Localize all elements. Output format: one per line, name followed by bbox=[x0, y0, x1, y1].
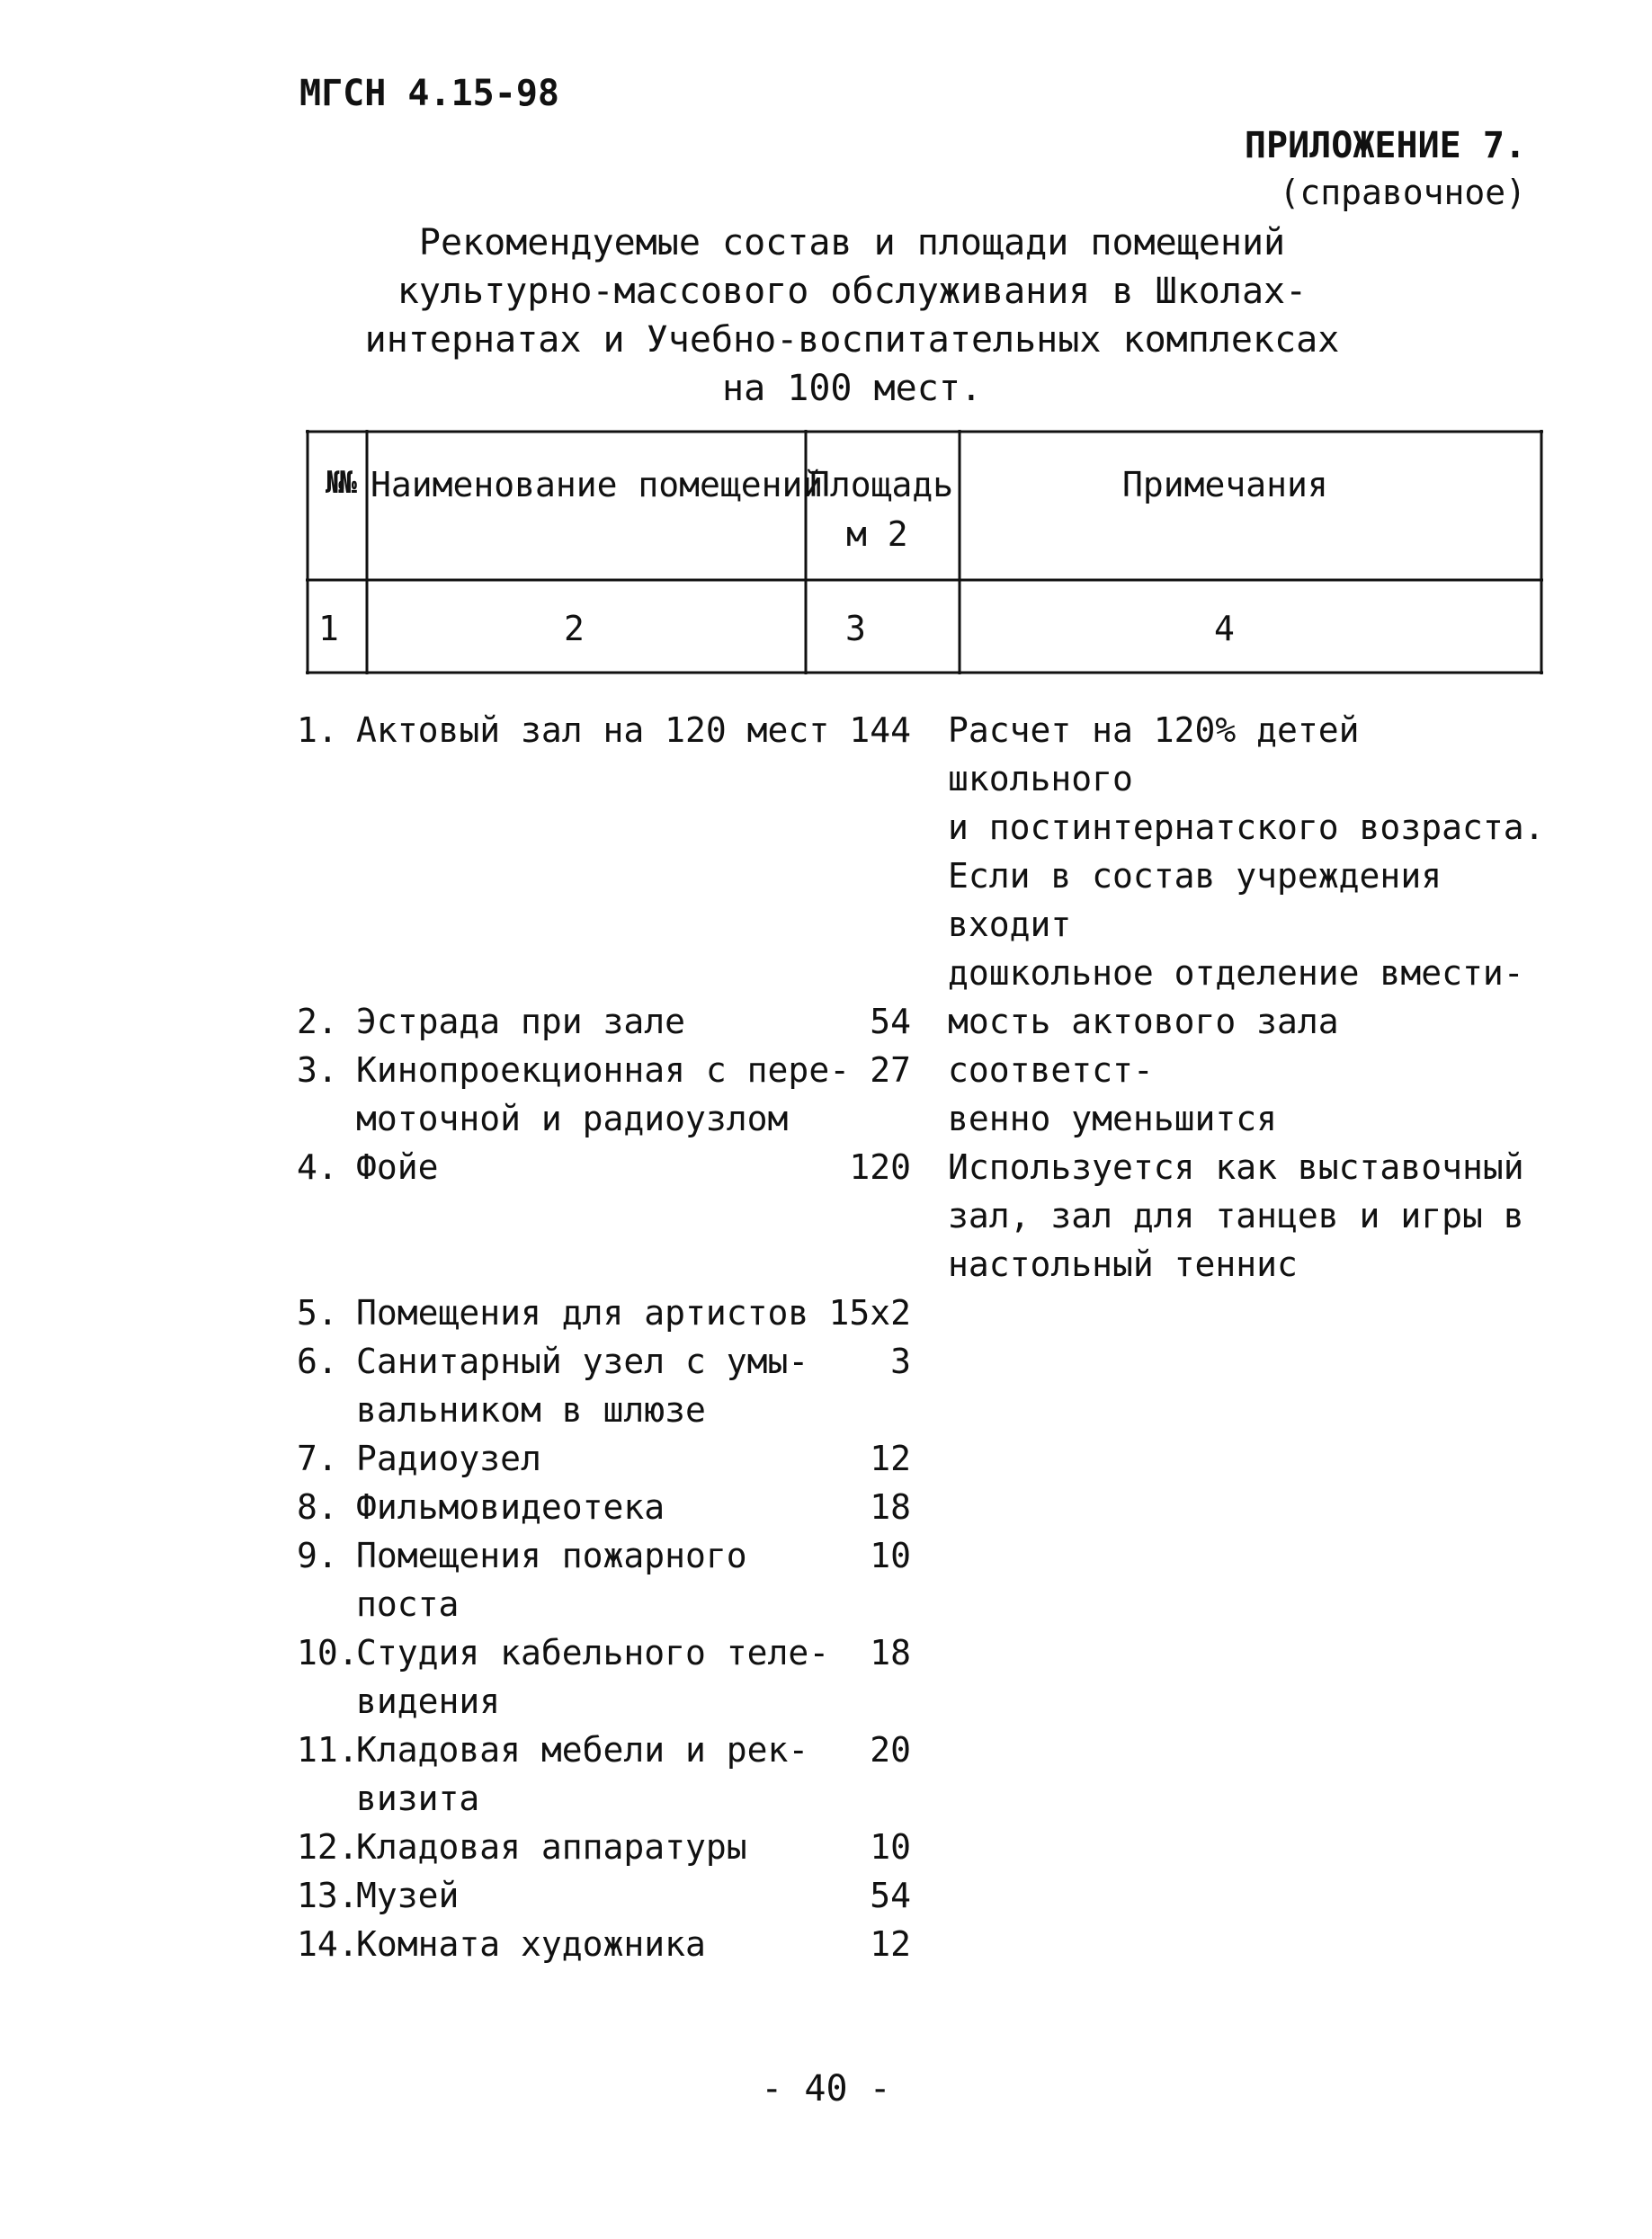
room-name: Кладовая аппаратуры bbox=[356, 1827, 747, 1867]
table-header-frame bbox=[0, 0, 1652, 683]
table-title-line: Рекомендуемые состав и площади помещений bbox=[418, 222, 1286, 263]
room-area: 27 bbox=[870, 1050, 911, 1090]
row-number: 1. bbox=[297, 710, 338, 750]
table-title-line: на 100 мест. bbox=[722, 368, 982, 409]
room-area: 10 bbox=[870, 1536, 911, 1575]
room-area: 18 bbox=[870, 1633, 911, 1673]
row-number: 6. bbox=[297, 1342, 338, 1381]
table-title-line: интернатах и Учебно-воспитательных комплексах bbox=[364, 319, 1340, 361]
room-note: Расчет на 120% детей школьного и постинтернатского возраста. Если в состав учреждения входит дошкольное отделение вмести- мость актового зала соответст- венно уменьшится bbox=[948, 710, 1545, 1138]
header-notes: Примечания bbox=[1122, 465, 1328, 504]
row-number: 11. bbox=[297, 1730, 359, 1770]
room-area: 144 bbox=[849, 710, 911, 750]
document-code: МГСН 4.15-98 bbox=[299, 73, 559, 114]
column-number: 3 bbox=[845, 609, 866, 648]
room-name: Музей bbox=[356, 1876, 460, 1915]
room-name: Студия кабельного теле- видения bbox=[356, 1633, 830, 1721]
room-name: Комната художника bbox=[356, 1924, 706, 1964]
room-area: 18 bbox=[870, 1487, 911, 1527]
table-title-line: культурно-массового обслуживания в Школах- bbox=[397, 271, 1308, 312]
row-number: 14. bbox=[297, 1924, 359, 1964]
room-area: 3 bbox=[890, 1342, 911, 1381]
room-area: 20 bbox=[870, 1730, 911, 1770]
room-name: Помещения для артистов bbox=[356, 1293, 809, 1333]
header-area-unit: м 2 bbox=[846, 514, 908, 554]
room-area: 15x2 bbox=[828, 1293, 911, 1333]
room-name: Радиоузел bbox=[356, 1439, 541, 1478]
room-name: Кладовая мебели и рек- визита bbox=[356, 1730, 809, 1818]
room-name: Эстрада при зале bbox=[356, 1002, 686, 1041]
row-number: 10. bbox=[297, 1633, 359, 1673]
room-name: Кинопроекционная с пере- моточной и радиоузлом bbox=[356, 1050, 851, 1138]
row-number: 9. bbox=[297, 1536, 338, 1575]
appendix-type: (справочное) bbox=[1279, 173, 1526, 212]
row-number: 12. bbox=[297, 1827, 359, 1867]
row-number: 4. bbox=[297, 1147, 338, 1187]
page-number: - 40 - bbox=[761, 2068, 891, 2110]
header-name: Наименование помещений bbox=[371, 465, 824, 504]
room-name: Помещения пожарного поста bbox=[356, 1536, 747, 1624]
room-area: 54 bbox=[870, 1876, 911, 1915]
room-note: Используется как выставочный зал, зал для танцев и игры в настольный теннис bbox=[948, 1147, 1524, 1284]
header-area: Площадь bbox=[809, 465, 954, 504]
header-number: №№ bbox=[326, 465, 352, 501]
room-area: 10 bbox=[870, 1827, 911, 1867]
row-number: 7. bbox=[297, 1439, 338, 1478]
room-area: 54 bbox=[870, 1002, 911, 1041]
room-area: 12 bbox=[870, 1439, 911, 1478]
column-number: 4 bbox=[1214, 609, 1235, 648]
room-name: Фильмовидеотека bbox=[356, 1487, 665, 1527]
row-number: 13. bbox=[297, 1876, 359, 1915]
room-name: Фойе bbox=[356, 1147, 439, 1187]
row-number: 3. bbox=[297, 1050, 338, 1090]
appendix-title: ПРИЛОЖЕНИЕ 7. bbox=[1244, 125, 1526, 166]
room-name: Санитарный узел с умы- вальником в шлюзе bbox=[356, 1342, 809, 1430]
row-number: 5. bbox=[297, 1293, 338, 1333]
column-number: 1 bbox=[318, 609, 339, 648]
row-number: 2. bbox=[297, 1002, 338, 1041]
row-number: 8. bbox=[297, 1487, 338, 1527]
column-number: 2 bbox=[564, 609, 585, 648]
room-area: 120 bbox=[849, 1147, 911, 1187]
room-area: 12 bbox=[870, 1924, 911, 1964]
room-name: Актовый зал на 120 мест bbox=[356, 710, 830, 750]
